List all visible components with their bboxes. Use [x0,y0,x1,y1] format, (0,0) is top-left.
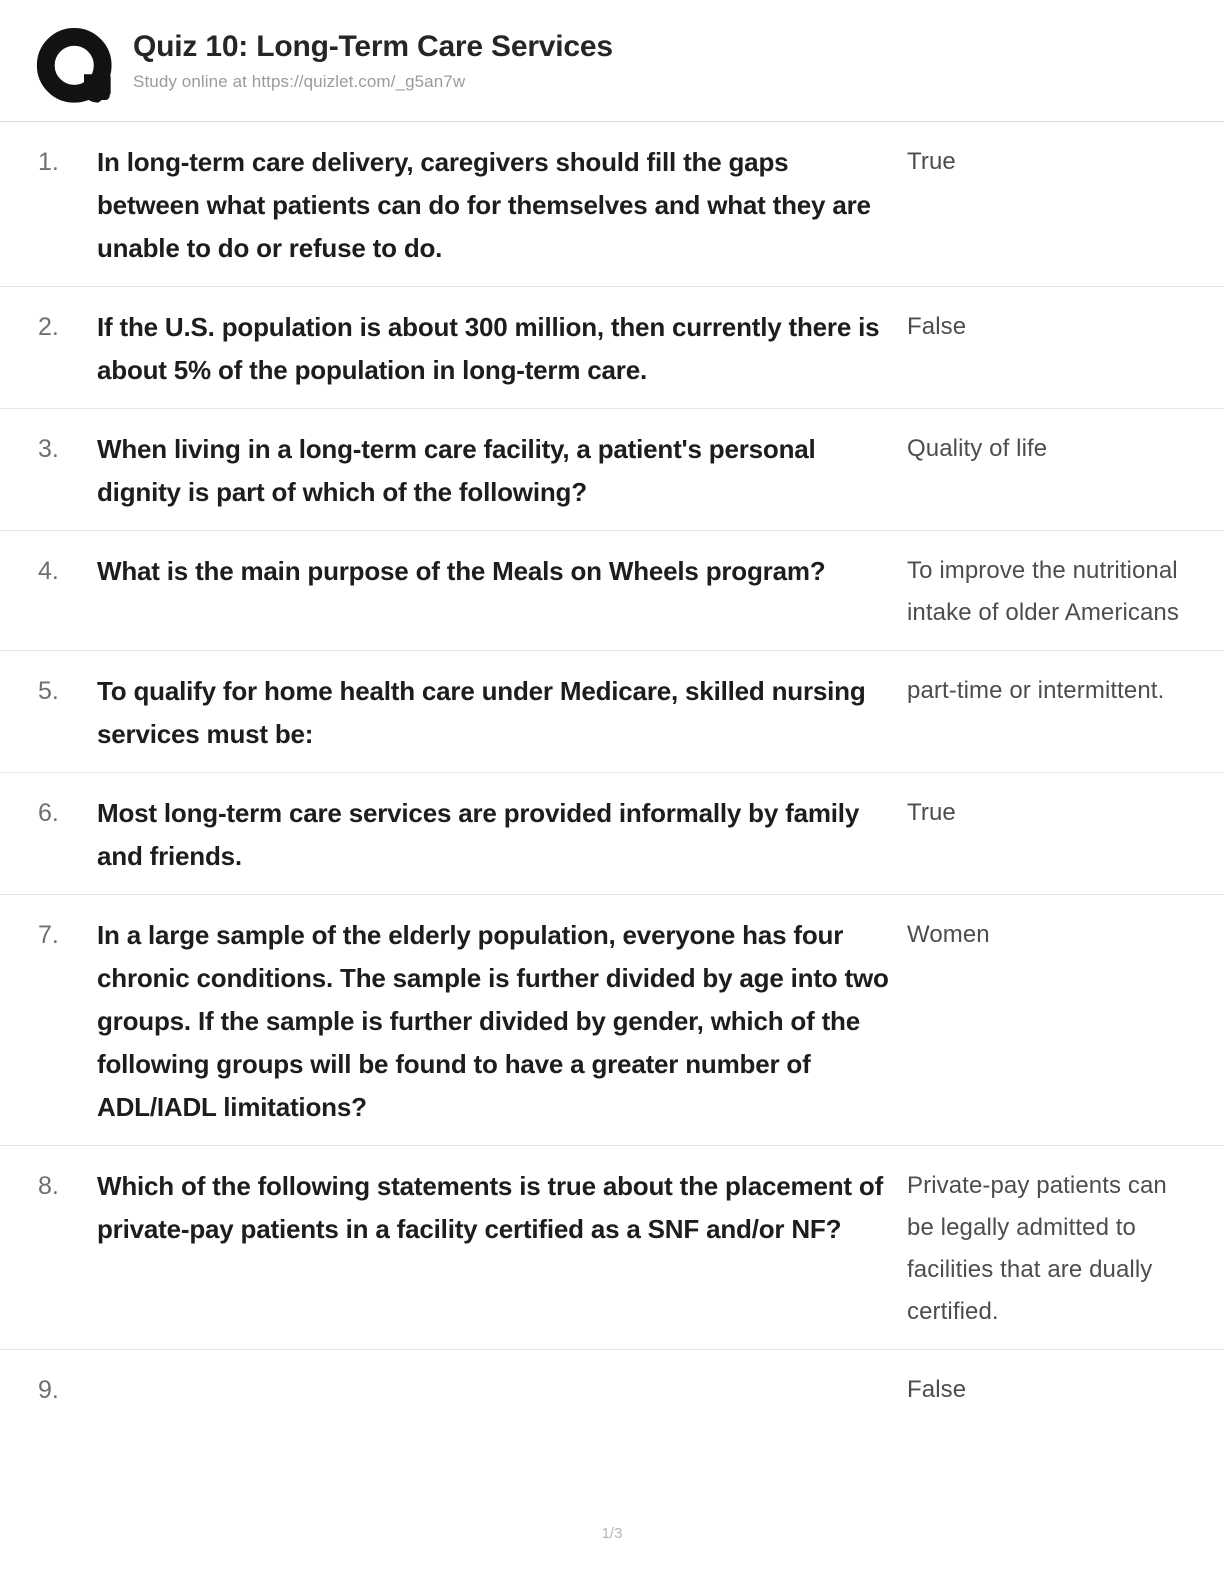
question-number: 7. [38,921,59,949]
answer-text: True [907,148,956,175]
answer-text: False [907,313,967,340]
question-number: 9. [38,1376,59,1404]
question-row-5 [0,650,1224,772]
title-block [133,27,613,92]
question-row-7 [0,894,1224,1145]
question-text: Which of the following statements is true about the placement of private-pay patients in a facility certified as a SNF and/or NF? [97,1171,884,1244]
question-row-6 [0,772,1224,894]
question-number: 1. [38,148,59,176]
question-row-9 [0,1349,1224,1435]
answer-text: False [907,1376,967,1403]
question-text: When living in a long-term care facility, a patient's personal dignity is part of which of the following? [97,434,816,507]
question-text: In a large sample of the elderly population, everyone has four chronic conditions. The sample is further divided by age into two groups. If the sample is further divided by gender, which of the following groups will be found to have a greater number of ADL/IADL limitations? [97,920,889,1122]
header [0,0,1224,122]
question-row-4 [0,530,1224,650]
quiz-title: Quiz 10: Long-Term Care Services [133,30,613,63]
question-number: 6. [38,799,59,827]
answer-text: Private-pay patients can be legally admitted to facilities that are dually certified. [907,1172,1167,1325]
question-row-2 [0,286,1224,408]
question-text [97,1369,907,1419]
question-number: 4. [38,557,59,585]
question-number: 8. [38,1172,59,1200]
quizlet-q-logo [36,27,116,109]
question-row-1 [0,122,1224,286]
question-text: In long-term care delivery, caregivers should fill the gaps between what patients can do for themselves and what they are unable to do or refuse to do. [97,147,871,263]
answer-text: Quality of life [907,435,1048,462]
question-number: 5. [38,677,59,705]
question-list [0,122,1224,1435]
answer-text: Women [907,921,990,948]
question-number: 2. [38,313,59,341]
question-text: Most long-term care services are provided informally by family and friends. [97,798,860,871]
page-indicator: 1/3 [601,1525,623,1542]
question-row-3 [0,408,1224,530]
answer-text: part-time or intermittent. [907,677,1165,704]
question-text: To qualify for home health care under Medicare, skilled nursing services must be: [97,676,866,749]
answer-text: True [907,799,956,826]
answer-text: To improve the nutritional intake of older Americans [907,557,1179,626]
question-text: If the U.S. population is about 300 million, then currently there is about 5% of the population in long-term care. [97,312,880,385]
study-online-link: Study online at https://quizlet.com/_g5an7w [133,72,466,91]
question-text: What is the main purpose of the Meals on Wheels program? [97,556,826,586]
question-row-8 [0,1145,1224,1349]
question-number: 3. [38,435,59,463]
